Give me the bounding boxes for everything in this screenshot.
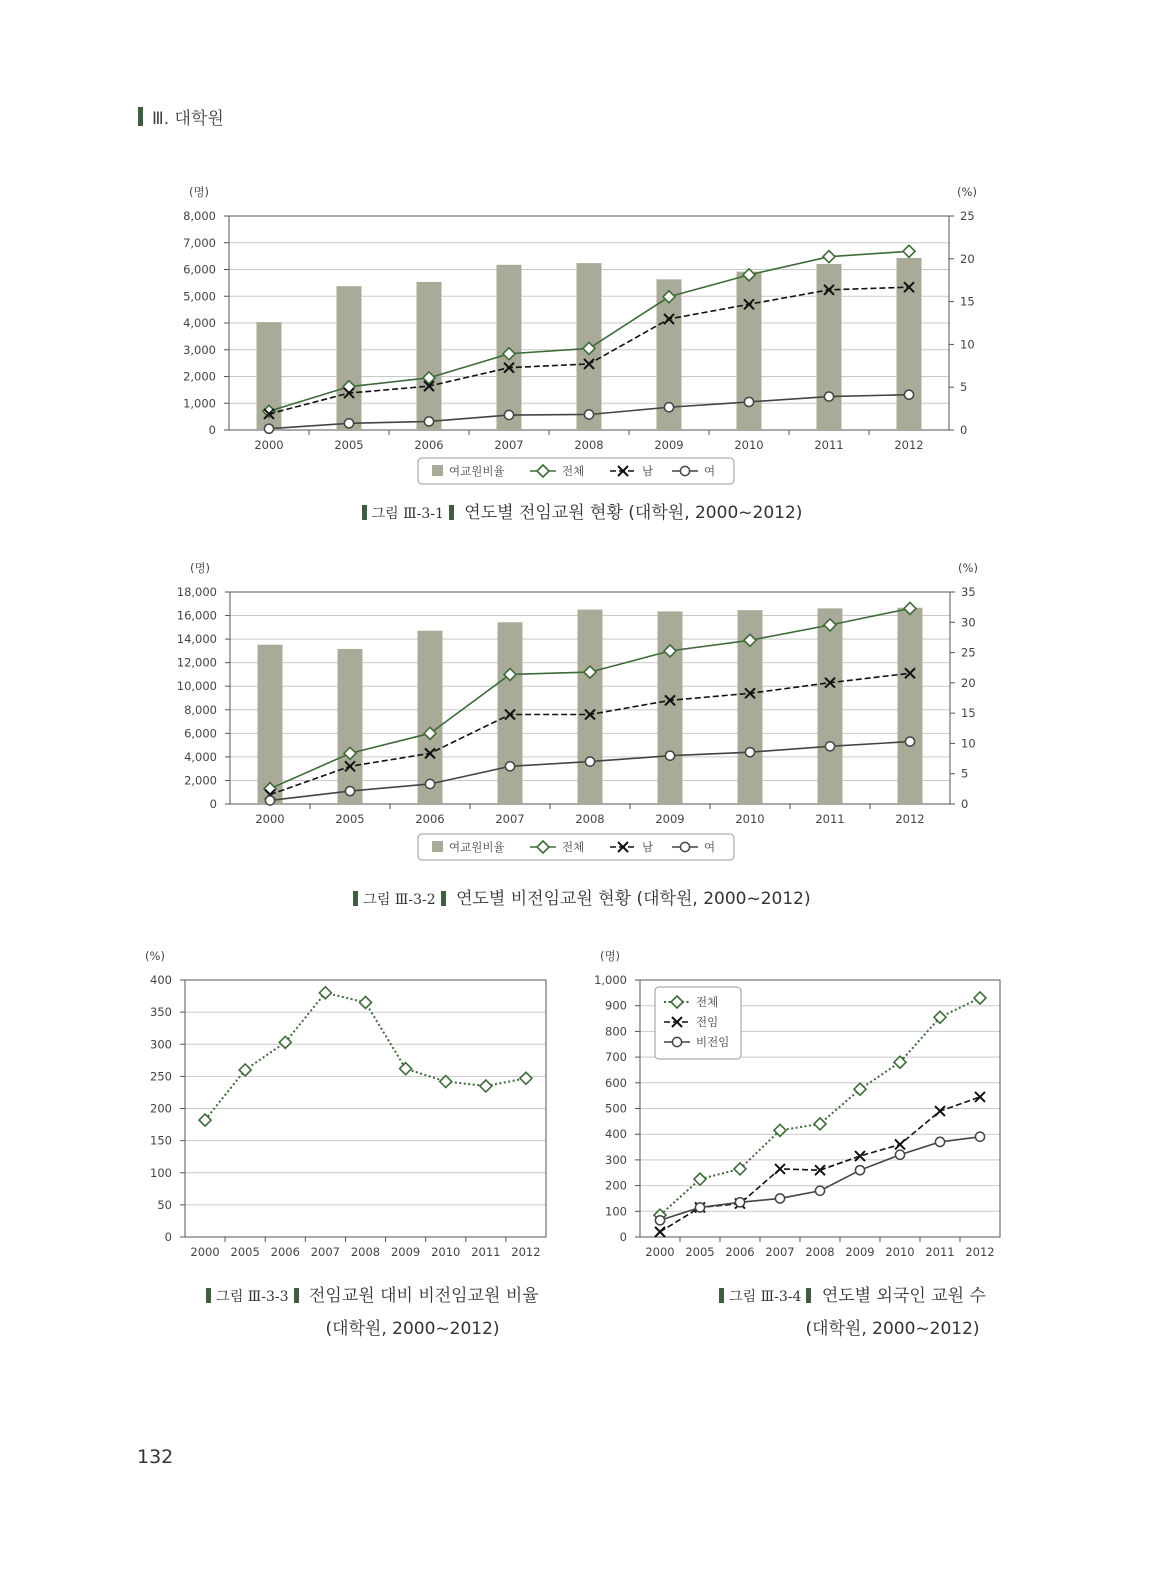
point-marker: [895, 1150, 904, 1159]
x-tick-label: 2007: [310, 1245, 341, 1259]
x-tick-label: 2005: [230, 1245, 260, 1259]
point-marker: [695, 1203, 704, 1212]
y2-axis-unit: (%): [957, 185, 977, 199]
point-marker: [655, 1227, 665, 1237]
legend-label: 전체: [696, 995, 719, 1009]
x-tick-label: 2005: [335, 812, 365, 826]
y-tick-label: 50: [157, 1197, 172, 1212]
y2-tick-label: 5: [960, 380, 968, 395]
legend-fig2: [418, 834, 734, 860]
legend-fig1: [418, 458, 734, 484]
legend-swatch: [432, 465, 443, 476]
x-tick-label: 2011: [815, 812, 845, 826]
point-marker: [935, 1106, 945, 1116]
y2-tick-label: 20: [961, 675, 976, 690]
caption-text: 연도별 외국인 교원 수: [821, 1286, 986, 1306]
page-number: 132: [137, 1446, 174, 1468]
y-tick-label: 500: [605, 1101, 627, 1116]
point-marker: [935, 1137, 944, 1146]
y2-tick-label: 0: [960, 423, 968, 437]
bar-2008: [578, 610, 603, 804]
bar-2009: [658, 611, 683, 804]
point-marker: [319, 987, 331, 999]
point-marker: [775, 1194, 784, 1203]
caption-marker: [441, 891, 446, 906]
x-tick-label: 2006: [725, 1245, 755, 1259]
y-tick-label: 300: [150, 1037, 172, 1052]
point-marker: [480, 1080, 492, 1092]
legend-label: 여교원비율: [449, 840, 505, 854]
y-tick-label: 0: [619, 1230, 627, 1244]
y-tick-label: 4,000: [184, 749, 217, 764]
point-marker: [855, 1166, 864, 1175]
x-tick-label: 2007: [495, 812, 525, 826]
point-marker: [775, 1164, 785, 1174]
caption-fig-label: 그림 Ⅲ-3-4: [729, 1289, 802, 1305]
legend-label: 비전임: [696, 1035, 730, 1049]
x-tick-label: 2000: [190, 1245, 220, 1259]
point-marker: [424, 417, 433, 426]
y-tick-label: 7,000: [183, 235, 216, 250]
x-tick-label: 2008: [574, 438, 604, 452]
point-marker: [360, 996, 372, 1008]
y-tick-label: 18,000: [176, 585, 217, 599]
point-marker: [425, 779, 434, 788]
x-tick-label: 2008: [805, 1245, 835, 1259]
bar-2006: [417, 282, 442, 430]
y-tick-label: 14,000: [176, 632, 217, 647]
y-tick-label: 10,000: [176, 679, 217, 694]
caption-marker: [353, 891, 358, 906]
y-axis-unit: (명): [599, 949, 621, 963]
x-tick-label: 2010: [735, 812, 765, 826]
point-marker: [735, 1198, 744, 1207]
point-marker: [975, 1092, 985, 1102]
bar-2006: [418, 631, 443, 804]
section-title: Ⅲ. 대학원: [152, 109, 224, 129]
point-marker: [824, 392, 833, 401]
y-tick-label: 900: [605, 998, 627, 1013]
point-marker: [265, 796, 274, 805]
point-marker: [825, 742, 834, 751]
x-tick-label: 2005: [685, 1245, 715, 1259]
point-marker: [344, 419, 353, 428]
caption-text: 전임교원 대비 비전임교원 비율: [308, 1286, 539, 1306]
y-tick-label: 6,000: [183, 262, 216, 277]
x-tick-label: 2012: [965, 1245, 995, 1259]
bar-2012: [897, 258, 922, 430]
y2-tick-label: 10: [960, 337, 975, 352]
legend-label: 남: [642, 840, 654, 854]
y-tick-label: 12,000: [176, 655, 217, 670]
y2-tick-label: 35: [961, 585, 976, 599]
point-marker: [520, 1072, 532, 1084]
point-marker: [815, 1186, 824, 1195]
y-tick-label: 5,000: [183, 289, 216, 304]
y-tick-label: 3,000: [183, 342, 216, 357]
y-tick-label: 16,000: [176, 608, 217, 623]
point-marker: [440, 1076, 452, 1088]
point-marker: [680, 842, 689, 851]
x-tick-label: 2007: [494, 438, 524, 452]
bar-2012: [898, 608, 923, 804]
caption-fig1: [0, 498, 1159, 523]
x-tick-label: 2005: [334, 438, 364, 452]
bar-2005: [337, 286, 362, 430]
point-marker: [895, 1139, 905, 1149]
y-tick-label: 2,000: [183, 369, 216, 384]
point-marker: [694, 1173, 706, 1185]
y-tick-label: 100: [150, 1165, 172, 1180]
point-marker: [974, 992, 986, 1004]
caption-marker: [206, 1288, 211, 1303]
point-marker: [665, 751, 674, 760]
chart-fig2: [177, 561, 978, 860]
y2-tick-label: 10: [961, 736, 976, 751]
point-marker: [734, 1163, 746, 1175]
point-marker: [655, 1216, 664, 1225]
legend-label: 여: [704, 840, 716, 854]
y-tick-label: 1,000: [594, 973, 627, 987]
y-tick-label: 800: [605, 1024, 627, 1039]
caption-marker: [294, 1288, 299, 1303]
y2-tick-label: 5: [961, 766, 969, 781]
point-marker: [345, 786, 354, 795]
y-tick-label: 600: [605, 1075, 627, 1090]
point-marker: [903, 245, 915, 257]
point-marker: [505, 762, 514, 771]
y-axis-unit: (명): [189, 561, 211, 575]
caption-text-line2: (대학원, 2000~2012): [805, 1319, 980, 1339]
y-tick-label: 2,000: [184, 773, 217, 788]
y2-axis-unit: (%): [958, 561, 978, 575]
chart-fig1: [183, 185, 977, 484]
caption-marker: [449, 505, 454, 520]
x-tick-label: 2011: [471, 1245, 501, 1259]
x-tick-label: 2008: [350, 1245, 381, 1259]
y-tick-label: 200: [605, 1178, 627, 1193]
legend-label: 전체: [562, 464, 585, 478]
point-marker: [264, 424, 273, 433]
x-tick-label: 2000: [645, 1245, 675, 1259]
caption-marker: [362, 505, 367, 520]
y2-tick-label: 25: [960, 209, 975, 223]
y-tick-label: 6,000: [184, 726, 217, 741]
x-tick-label: 2010: [734, 438, 764, 452]
x-tick-label: 2009: [654, 438, 684, 452]
y-tick-label: 200: [150, 1101, 172, 1116]
y2-tick-label: 15: [960, 294, 975, 309]
point-marker: [904, 390, 913, 399]
point-marker: [400, 1063, 412, 1075]
bar-2000: [258, 645, 283, 804]
point-marker: [744, 397, 753, 406]
legend-label: 여: [704, 464, 716, 478]
caption-fig2: [0, 884, 1159, 909]
caption-fig4: [610, 1281, 1090, 1339]
caption-text-line2: (대학원, 2000~2012): [325, 1319, 500, 1339]
chart-fig3: [145, 949, 546, 1259]
x-tick-label: 2009: [655, 812, 685, 826]
caption-fig-label: 그림 Ⅲ-3-2: [363, 892, 436, 908]
y-tick-label: 400: [150, 973, 172, 987]
bar-2011: [818, 608, 843, 804]
point-marker: [664, 403, 673, 412]
point-marker: [975, 1132, 984, 1141]
x-tick-label: 2011: [814, 438, 844, 452]
x-tick-label: 2010: [431, 1245, 461, 1259]
y2-tick-label: 30: [961, 615, 976, 630]
caption-marker: [719, 1288, 724, 1303]
y-tick-label: 0: [164, 1230, 172, 1244]
caption-fig-label: 그림 Ⅲ-3-1: [371, 506, 444, 522]
x-tick-label: 2006: [414, 438, 444, 452]
point-marker: [814, 1118, 826, 1130]
x-tick-label: 2012: [511, 1245, 541, 1259]
legend-label: 여교원비율: [449, 464, 505, 478]
y2-tick-label: 20: [960, 251, 975, 266]
chart-fig4: [594, 949, 1000, 1259]
y-tick-label: 300: [605, 1152, 627, 1167]
point-marker: [584, 410, 593, 419]
series-line-비전임: [660, 1137, 980, 1221]
point-marker: [585, 757, 594, 766]
point-marker: [504, 410, 513, 419]
caption-fig-label: 그림 Ⅲ-3-3: [216, 1289, 289, 1305]
point-marker: [239, 1064, 251, 1076]
y-tick-label: 700: [605, 1050, 627, 1065]
y-tick-label: 0: [208, 423, 216, 437]
y-tick-label: 350: [150, 1005, 172, 1020]
y-axis-unit: (%): [145, 949, 165, 963]
y-tick-label: 8,000: [183, 209, 216, 223]
bar-2005: [338, 649, 363, 804]
y-tick-label: 1,000: [183, 396, 216, 411]
point-marker: [905, 737, 914, 746]
legend-label: 남: [642, 464, 654, 478]
point-marker: [823, 251, 835, 263]
caption-marker: [806, 1288, 811, 1303]
x-tick-label: 2000: [254, 438, 284, 452]
y-tick-label: 150: [150, 1133, 172, 1148]
x-tick-label: 2006: [415, 812, 445, 826]
x-tick-label: 2011: [925, 1245, 955, 1259]
y2-tick-label: 15: [961, 706, 976, 721]
y-tick-label: 4,000: [183, 316, 216, 330]
x-tick-label: 2009: [390, 1245, 421, 1259]
caption-text: 연도별 비전임교원 현황 (대학원, 2000~2012): [456, 889, 811, 909]
point-marker: [854, 1083, 866, 1095]
x-tick-label: 2006: [270, 1245, 300, 1259]
legend-label: 전임: [696, 1015, 719, 1029]
y-tick-label: 400: [605, 1127, 627, 1142]
legend-swatch: [432, 841, 443, 852]
x-tick-label: 2008: [575, 812, 605, 826]
x-tick-label: 2012: [894, 438, 924, 452]
y-tick-label: 0: [209, 797, 217, 811]
legend-fig4: [655, 987, 741, 1059]
caption-fig3: [140, 1281, 600, 1339]
y2-tick-label: 0: [961, 797, 969, 811]
y-tick-label: 100: [605, 1204, 627, 1219]
point-marker: [680, 466, 689, 475]
x-tick-label: 2009: [845, 1245, 875, 1259]
y2-tick-label: 25: [961, 645, 976, 660]
caption-text: 연도별 전임교원 현황 (대학원, 2000~2012): [464, 503, 803, 523]
y-tick-label: 250: [150, 1069, 172, 1084]
x-tick-label: 2010: [885, 1245, 915, 1259]
legend-label: 전체: [562, 840, 585, 854]
x-tick-label: 2000: [255, 812, 285, 826]
point-marker: [745, 748, 754, 757]
point-marker: [672, 1037, 681, 1046]
y-axis-unit: (명): [188, 185, 210, 199]
y-tick-label: 8,000: [184, 702, 217, 717]
x-tick-label: 2007: [765, 1245, 795, 1259]
x-tick-label: 2012: [895, 812, 925, 826]
